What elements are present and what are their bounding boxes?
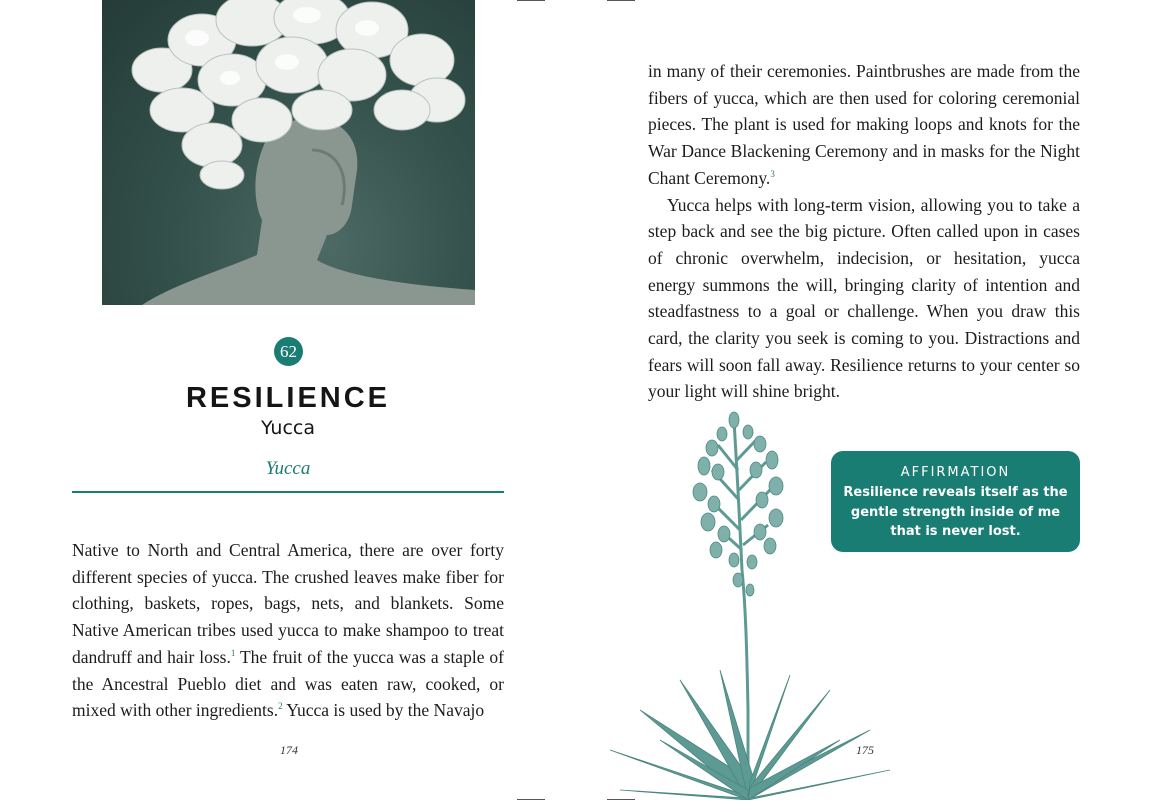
left-paragraph: Native to North and Central America, there are over forty different species of yucca. The crushed leaves make fiber for clothing, baskets, ropes, bags, nets, and blankets. Some Native American tribes used yucca to make shampoo to treat dandruff and hair loss.$^1$ The fruit of the yucca was a staple of the Ancestral Pueblo diet and was eaten raw, cooked, or mixed with other ingredients.$^2$ Yucca is used by the Navajo (72, 540, 504, 721)
affirmation-text: Resilience reveals itself as the gentle strength inside of me that is never lost. (843, 485, 1068, 539)
affirmation-heading: AFFIRMATION (900, 465, 1011, 480)
card-title: RESILIENCE (185, 382, 391, 414)
plant-name: Yucca (265, 458, 311, 479)
footnote-ref: 3 (770, 168, 775, 179)
card-photo (102, 0, 475, 305)
card-subtitle: Yucca (260, 417, 315, 439)
page-number-right: 175 (856, 743, 874, 757)
affirmation-box (831, 451, 1080, 552)
footnote-ref: 1 (230, 647, 236, 658)
footnote-ref: 2 (278, 701, 283, 712)
right-paragraph-2: Yucca helps with long-term vision, allowing you to take a step back and see the big picture. Often called upon in cases of chronic overwhelm, indecision, or hesitation, yucca energy summons the will, bringing clarity of intention and steadfastness to a goal or challenge. When you draw this card, the clarity you seek is coming to you. Distractions and fears will soon fall away. Resilience returns to your center so your light will shine bright. (648, 194, 1080, 402)
divider (72, 491, 504, 493)
right-paragraph-1: in many of their ceremonies. Paintbrushes are made from the fibers of yucca, which are then used for coloring ceremonial pieces. The plant is used for making loops and knots for the War Dance Blackening Ceremony and in masks for the Night Chant Ceremony.$^3$ (648, 61, 1080, 188)
card-number-badge: 62 (274, 337, 303, 366)
crop-mark (607, 0, 635, 1)
left-body-text (72, 537, 504, 724)
right-body-text (648, 58, 1080, 405)
page-number-left: 174 (280, 743, 298, 757)
crop-mark (517, 0, 545, 1)
